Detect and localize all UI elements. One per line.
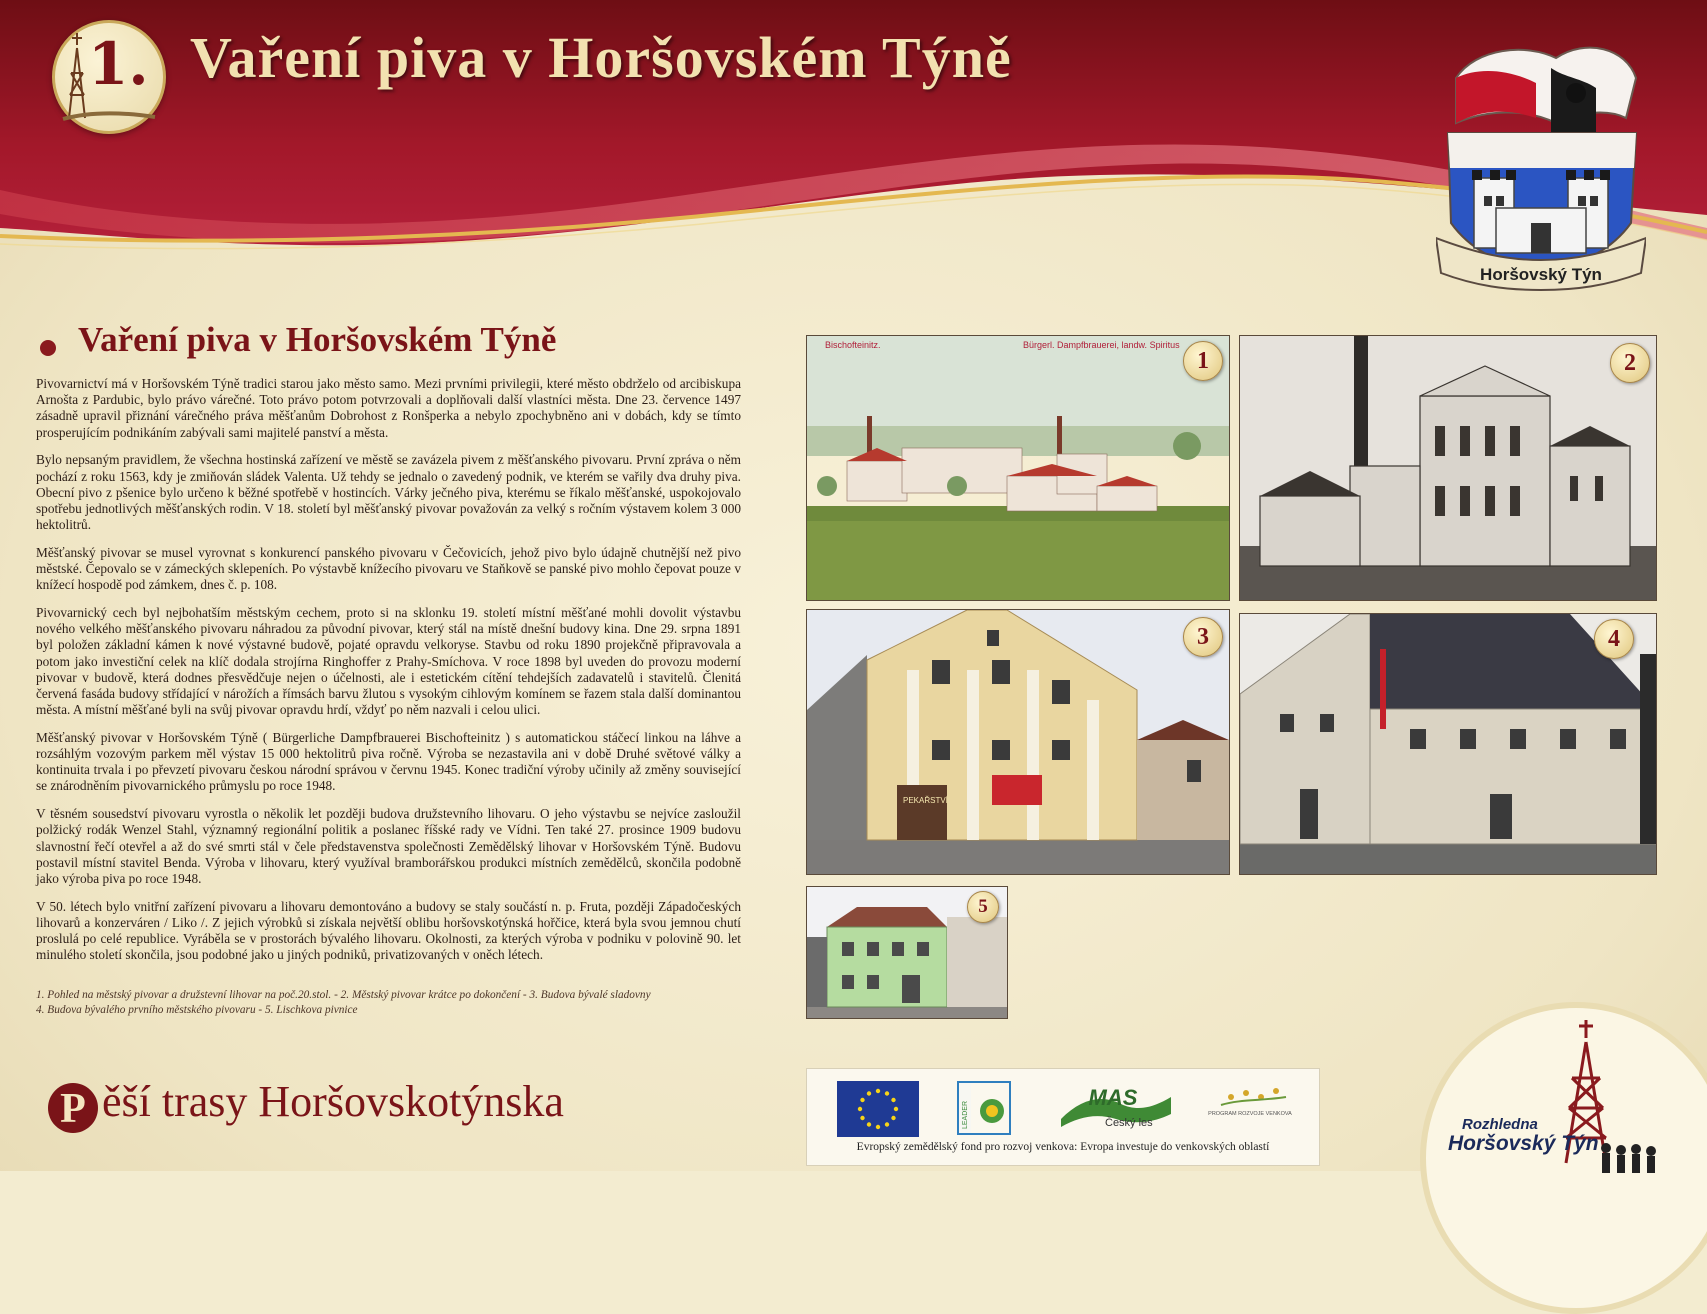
photo-number-badge: 3 — [1183, 617, 1223, 657]
paragraph: Měšťanský pivovar v Horšovském Týně ( Bürgerliche Dampfbrauerei Bischofteinitz ) s automatickou stáčecí linkou na láhve a rozsáhlým vozovým parkem měl výstav 15 000 hektolitrů piva ročně. Výroba se nezastavila ani v době Druhé světové války a kontinuita trvala i po převzetí pivovaru českou národní správou v červnu 1945. Konec tradiční výroby učinily až změny související se znárodněním pivovarnického průmyslu po roce 1948. — [36, 729, 741, 794]
photo-1 — [806, 335, 1230, 601]
bullet-dot — [40, 340, 56, 356]
paragraph: Pivovarnictví má v Horšovském Týně tradici starou jako město samo. Mezi prvními privilegii, které město obdrželo od arcibiskupa Arnošta z Pardubic, bylo právo várečné. Toto právo potom potvrzovali a doplňovali další vlastníci města. Dne 23. července 1497 zásadně upravil přiznání várečného práva měšťanům Dobrohost z Ronšperka a nebylo zpochybněno ani v dobách, kdy se tímto prosperujícím podnikáním zabývali sami majitelé panství a města. — [36, 376, 741, 440]
eu-flag-icon — [837, 1081, 919, 1137]
photo-number-badge: 4 — [1594, 619, 1634, 659]
photo-4 — [1239, 613, 1657, 875]
photo-number-badge: 2 — [1610, 343, 1650, 383]
photo-number-badge: 1 — [1183, 341, 1223, 381]
coat-of-arms — [1436, 38, 1646, 298]
photo-number-badge: 5 — [967, 891, 999, 923]
logos-caption: Evropský zemědělský fond pro rozvoj venkova: Evropa investuje do venkovských oblastí — [856, 1141, 1270, 1153]
photo-3 — [806, 609, 1230, 875]
footer-title — [48, 1076, 564, 1133]
article-body — [36, 376, 741, 975]
paragraph: Měšťanský pivovar se musel vyrovnat s konkurencí panského pivovaru v Čečovicích, jehož pivo bylo údajně chutnější než pivo městské. Čepovalo se v zámeckých sklepeních. Po výstavbě knížecího pivovaru ve Staňkově se panské pivo mohlo čepovat pouze v knížecí hospodě pod zámkem, dnes č. p. 108. — [36, 544, 741, 593]
section-title: Vaření piva v Horšovském Týně — [78, 320, 557, 359]
tower-label-2: Horšovský Týn — [1448, 1132, 1599, 1155]
mas-logo — [1061, 1079, 1171, 1139]
lookout-tower-logo — [1420, 1002, 1707, 1314]
mas-subtitle: Český les — [1105, 1117, 1153, 1129]
sponsor-logos — [806, 1068, 1320, 1166]
program-logo — [1201, 1079, 1301, 1129]
mas-text: MAS — [1088, 1085, 1138, 1110]
paragraph: Pivovarnický cech byl nejbohatším městským cechem, proto si na sklonku 19. století místní měšťané mohli dovolit výstavbu nového velkého měšťanského pivovaru náhradou za původní pivovar, který stál na místě dnešní budovy kina. Dne 29. srpna 1891 byl položen základní kámen k nové výstavné budově, pojaté opravdu velkoryse. Stavbu od roku 1890 projekčně připravovala a potom jako investiční celek na klíč dodala strojírna Ringhoffer z Prahy-Smíchova. V roce 1898 byl uveden do provozu moderní pivovar v budově, která dodnes přesvědčuje nejen o účelnosti, ale i estetickém cítění tehdejších zadavatelů i stavitelů. Členitá červená fasáda budovy střídající v nárožích a římsách barvu žlutou s vysokým cihlovým komínem se řazem stala další dominantou města. A místní měšťané byli na svůj pivovar opravdu hrdí, vždyť po něm nazvali i celou ulici. — [36, 604, 741, 718]
caption-line: 1. Pohled na městský pivovar a družstevní lihovar na poč.20.stol. - 2. Městský pivovar krátce po dokončení - 3. Budova bývalé sladovny — [36, 989, 651, 1001]
footer-title-text: ěší trasy Horšovskotýnska — [102, 1077, 564, 1126]
paragraph: V 50. létech bylo vnitřní zařízení pivovaru a lihovaru demontováno a budovy se staly součástí n. p. Fruta, později Západočeských lihovarů a konzerváren / Liko /. Z jejich výrobků si získala největší oblibu horšovskotýnská hořčice, která byla svou jemnou chutí proslulá po celé republice. Vyráběla se v prostorách bývalého lihovaru. Okolnosti, za kterých výroba v podniku v polovině 90. let minulého století skončila, jsou podobné jako u jiných podniků, privatizovaných v oněch létech. — [36, 898, 741, 963]
board-number: 1. — [88, 30, 149, 98]
crest-label: Horšovský Týn — [1480, 265, 1602, 284]
photo-1-label-right: Bürgerl. Dampfbrauerei, landw. Spiritus — [1023, 340, 1180, 350]
photo-1-label-left: Bischofteinitz. — [825, 340, 881, 350]
shop-sign: PEKAŘSTVÍ — [903, 796, 948, 805]
paragraph: Bylo nepsaným pravidlem, že všechna hostinská zařízení ve městě se zavázela pivem z měšťanského pivovaru. První zpráva o něm pochází z roku 1563, kdy je zmiňován sládek Valenta. Už tehdy se jednalo o zavedený podnik, ve kterém se vařily dva druhy piva. Obecní pivo z pšenice bylo určeno k běžné spotřebě v hostincích. Várky ječného piva, kterému se říkalo měšťanské, uspokojovalo spotřebu jednotlivých měšťanských rodin. V 18. století byl měšťanský pivovar považován za velký s ročním výstavem kolem 3 000 hektolitrů. — [36, 452, 741, 533]
paragraph: V těsném sousedství pivovaru vyrostla o několik let později budova družstevního lihovaru. O jeho výstavbu se nejvíce zasloužil polžický rodák Wenzel Stahl, významný regionální politik a poslanec říšské rady ve Vídni. Ten také 27. prosince 1909 budovu slavnostní řečí otevřel a až do své smrti stál v čele představenstva společnosti Zemědělský lihovar v Horšovském Týně. Budovu postavil místní stavitel Benda. Výroba v lihovaru, který využíval bramborářskou produkci místních zemědělců, skončila podobně jako výroba piva po roce 1948. — [36, 806, 741, 886]
caption-line: 4. Budova bývalého prvního městského pivovaru - 5. Lischkova pivnice — [36, 1004, 358, 1016]
page-title: Vaření piva v Horšovském Týně — [190, 25, 1012, 90]
lookout-tower-icon — [1426, 1008, 1707, 1308]
tower-label-1: Rozhledna — [1462, 1116, 1538, 1133]
photo-5 — [806, 886, 1008, 1019]
photo-2 — [1239, 335, 1657, 601]
leader-logo — [957, 1081, 1011, 1135]
photo-captions — [36, 988, 756, 1018]
program-text: PROGRAM ROZVOJE VENKOVA — [1208, 1111, 1292, 1117]
leader-text: LEADER — [962, 1100, 969, 1129]
footer-initial: P — [48, 1083, 98, 1133]
